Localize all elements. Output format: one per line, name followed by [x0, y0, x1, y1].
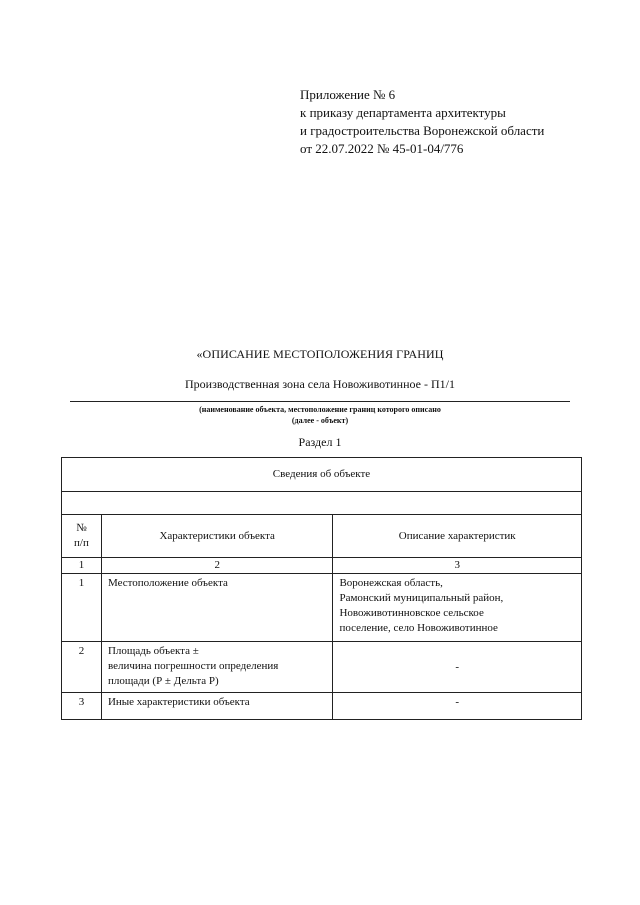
characteristic-line: величина погрешности определения [107, 660, 279, 672]
underline-rule [70, 401, 570, 402]
row-number: 1 [62, 574, 102, 642]
description-line: Рамонский муниципальный район, [339, 592, 504, 604]
table-row [62, 574, 582, 642]
header-number-line: п/п [74, 537, 89, 549]
appendix-line: и градостроительства Воронежской области [300, 123, 545, 138]
table-spacer-row [62, 492, 582, 515]
characteristic-line: Площадь объекта ± [107, 645, 199, 657]
appendix-line: от 22.07.2022 № 45-01-04/776 [300, 141, 464, 156]
caption-line: (наименование объекта, местоположение границ которого описано [199, 405, 441, 414]
appendix-line: к приказу департамента архитектуры [300, 105, 506, 120]
object-info-table [61, 457, 582, 720]
row-characteristic [101, 642, 333, 693]
object-name: Производственная зона села Новоживотинное - П1/1 [185, 377, 455, 391]
table-caption-row [62, 458, 582, 492]
column-number: 2 [101, 558, 333, 574]
row-number: 2 [62, 642, 102, 693]
header-description: Описание характеристик [333, 515, 582, 558]
appendix-header [300, 86, 544, 158]
table-header-row [62, 515, 582, 558]
row-description: - [333, 693, 582, 720]
table-row [62, 642, 582, 693]
description-line: Новоживотинновское сельское [339, 607, 484, 619]
row-characteristic [101, 574, 333, 642]
column-number: 1 [62, 558, 102, 574]
header-number-line: № [76, 522, 87, 534]
column-number: 3 [333, 558, 582, 574]
row-description [333, 574, 582, 642]
row-description: - [333, 642, 582, 693]
document-title: «ОПИСАНИЕ МЕСТОПОЛОЖЕНИЯ ГРАНИЦ [196, 347, 444, 361]
row-characteristic: Иные характеристики объекта [101, 693, 333, 720]
appendix-line: Приложение № 6 [300, 87, 396, 102]
row-number: 3 [62, 693, 102, 720]
column-number-row [62, 558, 582, 574]
header-characteristics: Характеристики объекта [101, 515, 333, 558]
table-caption: Сведения об объекте [62, 458, 582, 492]
description-line: Воронежская область, [339, 577, 443, 589]
section-label: Раздел 1 [298, 435, 342, 449]
header-number [62, 515, 102, 558]
object-name-caption [0, 404, 640, 426]
description-line: поселение, село Новоживотинное [339, 622, 498, 634]
table-row [62, 693, 582, 720]
characteristic-line: Местоположение объекта [107, 577, 228, 589]
characteristic-line: площади (Р ± Дельта Р) [107, 675, 219, 687]
table-spacer-cell [62, 492, 582, 515]
caption-line: (далее - объект) [291, 416, 349, 425]
